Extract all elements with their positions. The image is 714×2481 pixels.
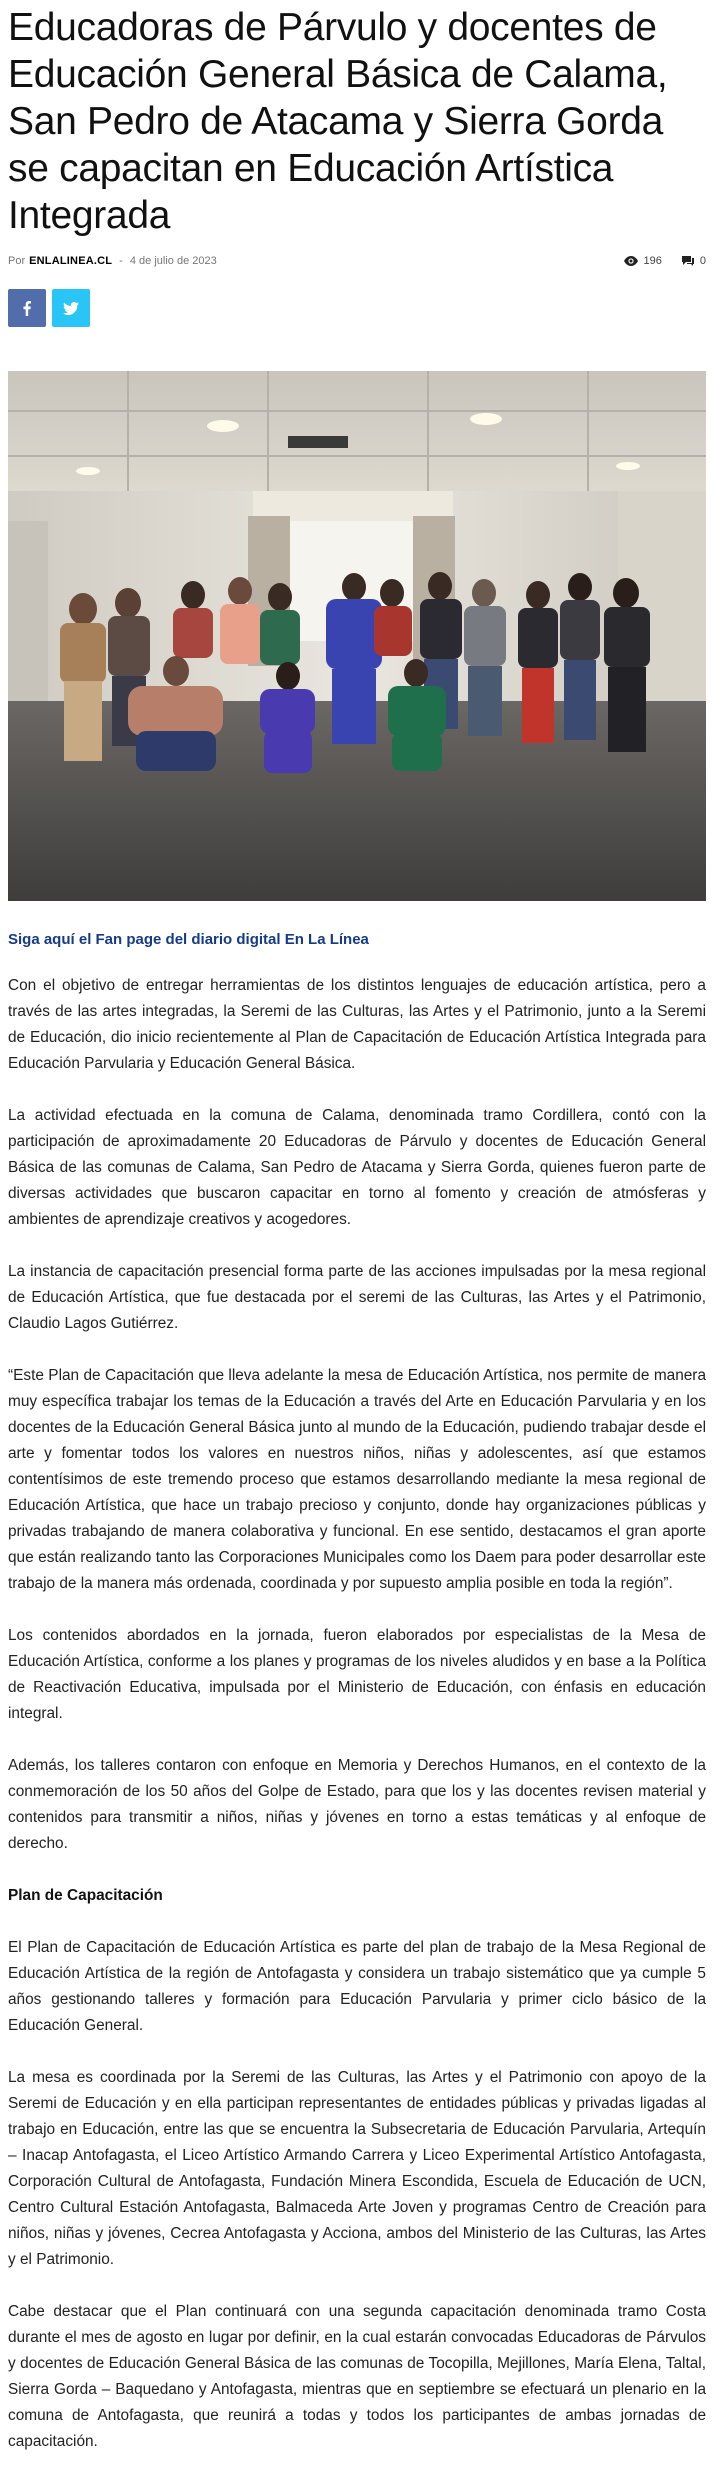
twitter-icon	[63, 302, 79, 315]
fanpage-link[interactable]: Siga aquí el Fan page del diario digital En La Línea	[8, 931, 369, 948]
twitter-share-button[interactable]	[52, 289, 90, 327]
author-link[interactable]: ENLALINEA.CL	[29, 255, 113, 267]
comments-stat[interactable]	[682, 255, 706, 267]
article-title: Educadoras de Párvulo y docentes de Educación General Básica de Calama, San Pedro de Atacama y Sierra Gorda se capacitan en Educación Artística Integrada	[8, 6, 668, 237]
article-stats	[624, 255, 706, 267]
facebook-icon	[23, 301, 31, 316]
paragraph-2: La actividad efectuada en la comuna de Calama, denominada tramo Cordillera, contó con la participación de aproximadamente 20 Educadoras de Párvulo y docentes de Educación General Básica de las comunas de Calama, San Pedro de Atacama y Sierra Gorda, quienes fueron parte de diversas actividades que buscaron capacitar en torno al fomento y creación de atmósferas y ambientes de aprendizaje creativos y acogedores.	[8, 1107, 706, 1228]
section-heading-plan: Plan de Capacitación	[8, 1887, 163, 1904]
paragraph-3: La instancia de capacitación presencial forma parte de las acciones impulsadas por la mesa regional de Educación Artística, que fue destacada por el seremi de las Culturas, las Artes y el Patrimonio, Claudio Lagos Gutiérrez.	[8, 1263, 706, 1332]
paragraph-4-quote: “Este Plan de Capacitación que lleva adelante la mesa de Educación Artística, nos permite de manera muy específica trabajar los temas de la Educación a través del Arte en Educación Parvularia y en los docentes de la Educación General Básica junto al mundo de la Educación, pudiendo trabajar desde el arte y fomentar todos los valores en nuestros niños, niñas y adolescentes, así que estamos contentísimos de este tremendo proceso que estamos desarrollando mediante la mesa regional de Educación Artística, que hace un trabajo precioso y conjunto, donde hay organizaciones públicas y privadas trabajando de manera colaborativa y funcional. En ese sentido, destacamos el gran aporte que están realizando tanto las Corporaciones Municipales como los Daem para poder desarrollar este trabajo de la manera más ordenada, coordinada y por supuesto amplia posible en toda la región”.	[8, 1367, 706, 1592]
paragraph-6: Además, los talleres contaron con enfoque en Memoria y Derechos Humanos, en el contexto de la conmemoración de los 50 años del Golpe de Estado, para que los y las docentes revisen material y contenidos para transmitir a niños, niñas y jóvenes en torno a estas temáticas y al enfoque de derecho.	[8, 1757, 706, 1852]
eye-icon	[624, 256, 638, 266]
byline	[8, 255, 217, 267]
paragraph-1: Con el objetivo de entregar herramientas de los distintos lenguajes de educación artística, pero a través de las artes integradas, la Seremi de las Culturas, las Artes y el Patrimonio, junto a la Seremi de Educación, dio inicio recientemente al Plan de Capacitación de Educación Artística Integrada para Educación Parvularia y Educación General Básica.	[8, 977, 706, 1072]
views-count: 196	[643, 255, 662, 267]
paragraph-9: Cabe destacar que el Plan continuará con una segunda capacitación denominada tramo Costa durante el mes de agosto en lugar por definir, en la cual estarán convocadas Educadoras de Párvulos y docentes de Educación General Básica de las comunas de Tocopilla, Mejillones, María Elena, Taltal, Sierra Gorda – Baquedano y Antofagasta, mientras que en septiembre se efectuará un plenario en la comuna de Antofagasta, que reunirá a todas y todos los participantes de ambas jornadas de capacitación.	[8, 2303, 706, 2450]
article-photo	[8, 371, 706, 901]
comment-icon	[682, 256, 694, 266]
paragraph-7: El Plan de Capacitación de Educación Artística es parte del plan de trabajo de la Mesa Regional de Educación Artística de la región de Antofagasta y considera un trabajo sistemático que ya cumple 5 años gestionando talleres y formación para Educación Parvularia y primer ciclo básico de la Educación General.	[8, 1939, 706, 2034]
article-meta	[8, 253, 706, 269]
views-stat	[624, 255, 662, 267]
paragraph-8: La mesa es coordinada por la Seremi de las Culturas, las Artes y el Patrimonio con apoyo de la Seremi de Educación y en ella participan representantes de entidades públicas y privadas ligadas al trabajo en Educación, entre las que se encuentra la Subsecretaria de Educación Parvularia, Artequín – Inacap Antofagasta, el Liceo Artístico Armando Carrera y Liceo Experimental Artístico Antofagasta, Corporación Cultural de Antofagasta, Fundación Minera Escondida, Escuela de Educación de UCN, Centro Cultural Estación Antofagasta, Balmaceda Arte Joven y programas Centro de Creación para niños, niñas y jóvenes, Cecrea Antofagasta y Acciona, ambos del Ministerio de las Culturas, las Artes y el Patrimonio.	[8, 2069, 706, 2268]
comments-count: 0	[699, 255, 706, 267]
byline-prefix: Por	[8, 255, 26, 267]
article-page	[0, 4, 714, 2455]
facebook-share-button[interactable]	[8, 289, 46, 327]
paragraph-5: Los contenidos abordados en la jornada, fueron elaborados por especialistas de la Mesa de Educación Artística, conforme a los planes y programas de los niveles aludidos y en base a la Política de Reactivación Educativa, impulsada por el Ministerio de Educación, con énfasis en educación integral.	[8, 1627, 706, 1722]
article-body	[8, 973, 706, 2455]
publish-date: 4 de julio de 2023	[129, 255, 217, 267]
byline-separator: -	[119, 255, 123, 267]
share-buttons	[8, 289, 706, 327]
